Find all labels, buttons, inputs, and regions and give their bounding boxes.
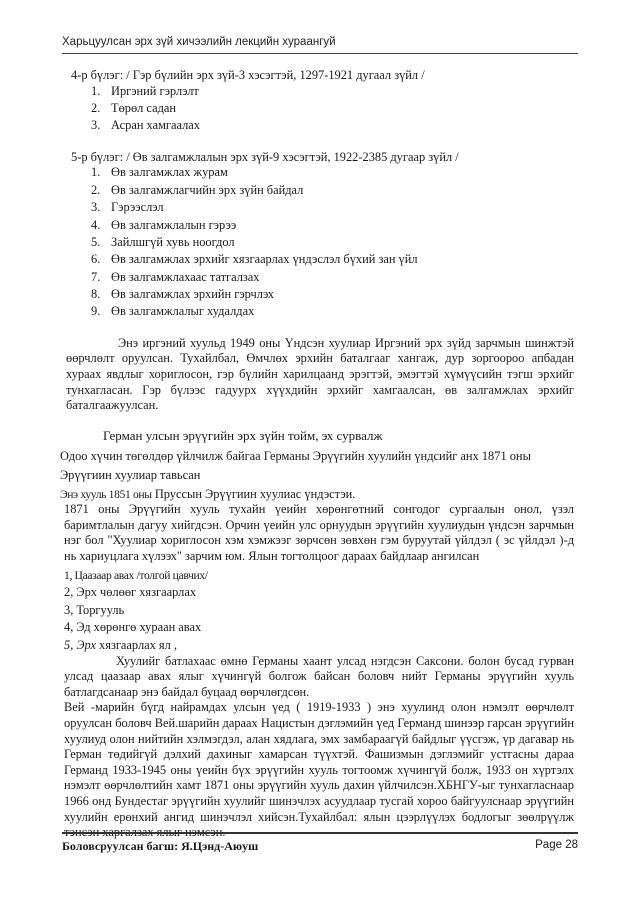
penalty-item: 4, Эд хөрөнгө хураан авах — [64, 620, 202, 635]
list-item: 9. Өв залгамжлалыг худалдах — [91, 304, 255, 319]
list-item: 8. Өв залгамжлах эрхийн гэрчлэх — [91, 287, 274, 302]
penalty-item: 3, Торгууль — [64, 602, 125, 617]
section-title: Герман улсын эрүүгийн эрх зүйн тойм, эх сурвалж — [103, 427, 383, 443]
chapter4-heading: 4-р бүлэг: / Гэр бүлийн эрх зүй-3 хэсэгтэй, 1297-1921 дугаал зүйл / — [71, 68, 425, 82]
penalty-item: 1, Цаазаар авах /толгой цавчих/ — [64, 568, 208, 582]
list-item: 4. Өв залгамжлалын гэрээ — [91, 217, 237, 232]
paragraph-weimar: Вей -марийн бүгд найрамдах улсын үед ( 1919-1933 ) энэ хуулинд олон нэмэлт өөрчлөлт оруулсан боловч Вей.шарийн дараах Нацистын дэглэмийн үед Германд шинээр гарсан эрүүгийн хуулиуд олон нийтийн хэлмэгдэл, алан хядлага, эмх замбараагүй байдлыг үүсгэж, үр дагавар нь Герман төдийгүй дэлхий дахиныг хамарсан түүхтэй. Фашизмын дэглэмийг устгасны дараа Германд 1933-1945 оны үеийн бүх эрүүгийн хууль тогтоомж хүчингүй болж, 1933 он хүртэлх нэмэлт өөрчлөлтийн хамт 1871 оны эрүүгийн хууль дахин үйлчилсэн.ХБНГУ-ыг тунхагласнаар 1966 онд Бундестаг эрүүгийн хуулийг шинэчлэх асуудлаар тусгай хороо байгуулснаар эрүүгийн хуулийн ерөнхий ангид шинэчлэл хийсэн.Тухайлбал: ялын цээрлүүлэх бодлогыг зөөлрүүлж тэнсэн харгалзах ялыг нэмсэн. — [64, 700, 574, 840]
list-item: 3. Асран хамгаалах — [91, 118, 201, 133]
list-item: 3. Гэрээслэл — [91, 200, 164, 215]
chapter5-heading: 5-р бүлэг: / Өв залгамжлалын эрх зүй-9 хэсэгтэй, 1922-2385 дугаар зүйл / — [71, 149, 459, 164]
paragraph-1871-code: 1871 оны Эрүүгийн хууль тухайн үеийн хөрөнгөтний сонгодог сургаалын онол, үзэл баримтлалын дагуу хийгдсэн. Орчин үеийн улс орнуудын эрүүгийн хуулиудын үндсэн зарчмын нэг бол "Хуулиар хориглосон хэм хэмжээг зөрчсөн зөвхөн гэм буруутай үйлдэл ( эс үйлдэл )-д нь хариуцлага хүлээх" зарчим юм. Ялын тогтолцоог дараах байдлаар ангилсан — [64, 502, 574, 563]
paragraph-saxony: Хуулийг батлахаас өмнө Германы хаант улсад нэгдсэн Саксони. болон бусад гурван улсад цаазаар авах ялыг хүчингүй болгож байсан боловч нийт Германы эрүүгийн хууль батлагдсанаар энэ байдал буцаад өөрчлөгдсөн. — [64, 653, 574, 699]
penalty-item: 5, Эрх хязгаарлах ял , — [64, 637, 178, 652]
list-item: 2. Өв залгамжлагчийн эрх зүйн байдал — [91, 182, 304, 197]
page-body — [60, 68, 574, 841]
chapter4-list — [66, 84, 574, 134]
page-number: Page 28 — [535, 839, 578, 851]
running-header: Харьцуулсан эрх зүй хичээлийн лекцийн хураангуй — [62, 36, 336, 48]
list-item: 1. Иргэний гэрлэлт — [91, 83, 199, 98]
footer-author: Боловсруулсан багш: Я.Цэнд-Аюуш — [62, 839, 259, 853]
section-line-1: Одоо хүчин төгөлдөр үйлчилж байгаа Германы Эрүүгийн хуулийн үндсийг анх 1871 оны — [60, 449, 531, 464]
section-line-3b: Пруссын Эрүүгиин хуулиас үндэстэи. — [151, 486, 356, 501]
section-line-2: Эрүүгиин хуулиар тавьсан — [60, 468, 201, 483]
list-item: 7. Өв залгамжлахаас татгалзах — [91, 269, 260, 284]
section-line-3 — [60, 487, 574, 503]
paragraph-civil-code: Энэ иргэний хуульд 1949 оны Үндсэн хуулиар Иргэний эрх зүйд зарчмын шинжтэй өөрчлөлт оруулсан. Тухайлбал, Өмчлөх эрхийн баталгааг хангаж, дур зоргоороо апбадан хураах явдлыг хориглосон, гэр бүлийн харилцаанд эрэгтэй, эмэгтэй хүмүүсийн тэгш эрхийг тунхагласан. Гэр бүлээс гадуурх хүүхдийн эрхийг хамгаалсан, өв залгамжлах эрхийг баталгаажуулсан. — [66, 335, 574, 413]
chapter5-list — [66, 165, 574, 320]
list-item: 2. Төрөл садан — [91, 100, 177, 115]
list-item: 5. Зайлшгүй хувь ноогдол — [91, 234, 235, 249]
header-rule — [62, 53, 578, 54]
footer-rule — [62, 832, 578, 834]
list-item: 6. Өв залгамжлах эрхийг хязгаарлах үндэслэл бүхий зан үйл — [91, 252, 418, 267]
list-item: 1. Өв залгамжлах журам — [91, 165, 228, 180]
penalty-item: 2, Эрх чөлөөг хязгаарлах — [64, 585, 197, 600]
section-line-3a: Энэ хууль 1851 оны — [60, 487, 152, 501]
